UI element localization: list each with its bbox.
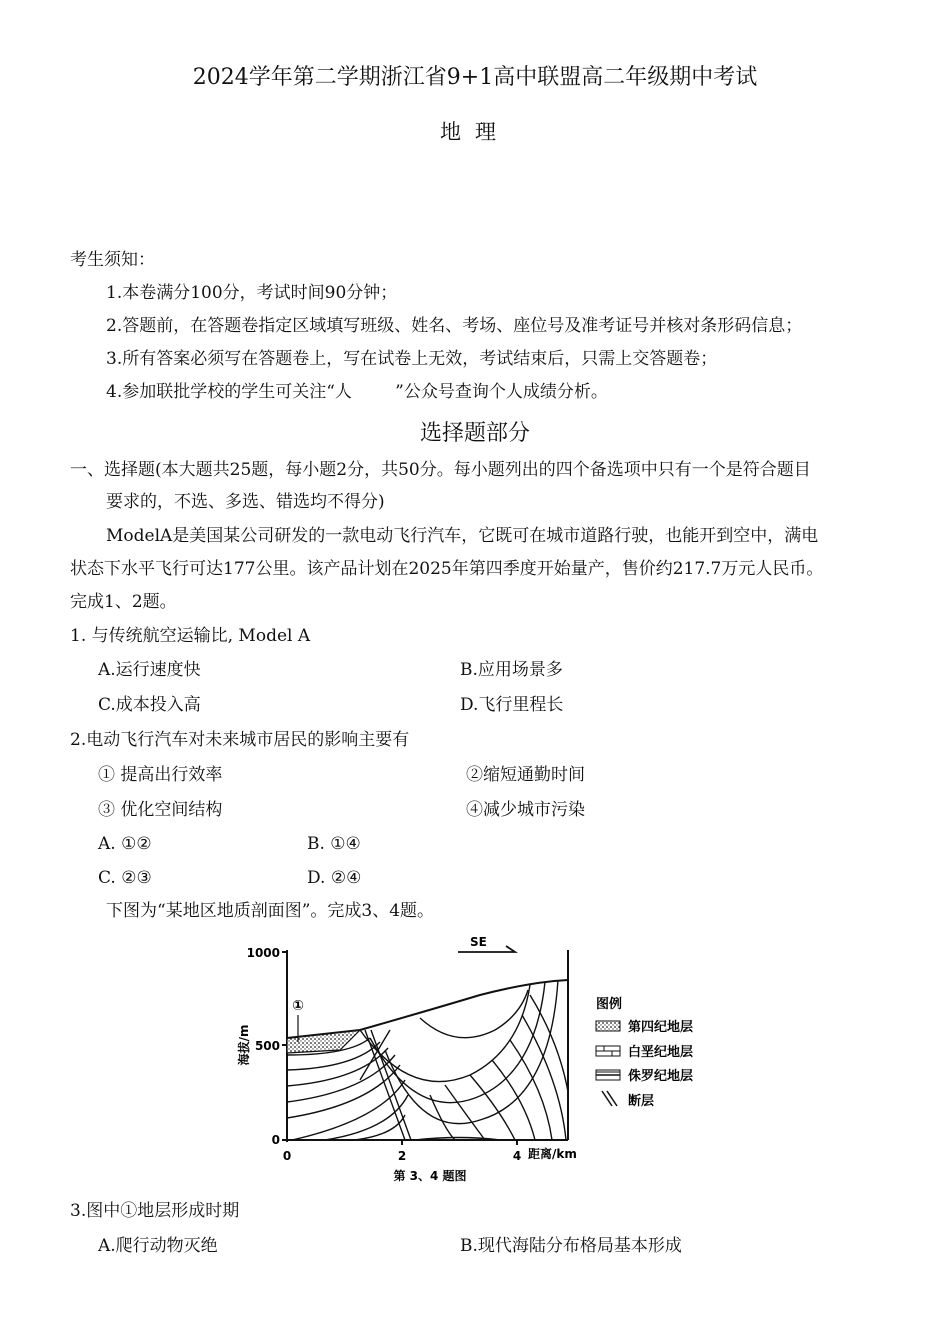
- notice-item-2: 2.答题前，在答题卷指定区域填写班级、姓名、考场、座位号及准考证号并核对条形码信息；: [106, 316, 803, 336]
- q3-stem: 3.图中①地层形成时期: [70, 1201, 240, 1221]
- q2-option-a[interactable]: A. ①②: [98, 834, 152, 854]
- q3-option-b[interactable]: B.现代海陆分布格局基本形成: [460, 1236, 682, 1256]
- y-tick-0: 0: [271, 1133, 280, 1147]
- legend-swatch-cretaceous: [596, 1046, 620, 1056]
- subject-title: 地理: [440, 120, 510, 144]
- passage-line-2: 状态下水平飞行可达177公里。该产品计划在2025年第四季度开始量产，售价约217.7万元人民币。: [70, 559, 824, 579]
- q1-stem: 1. 与传统航空运输比, Model A: [70, 626, 311, 646]
- legend-cretaceous: 白垩纪地层: [628, 1045, 694, 1060]
- x-tick-0: 0: [282, 1149, 292, 1163]
- part1-instruction: 一、选择题(本大题共25题，每小题2分，共50分。每小题列出的四个备选项中只有一个是符合题目: [70, 460, 811, 480]
- legend-title: 图例: [596, 997, 623, 1012]
- y-tick-1000: 1000: [246, 946, 280, 960]
- notice-item-3: 3.所有答案必须写在答题卷上，写在试卷上无效，考试结束后，只需上交答题卷；: [106, 349, 718, 369]
- x-tick-4: 4: [512, 1149, 522, 1163]
- direction-label: SE: [470, 935, 487, 949]
- figure-intro: 下图为“某地区地质剖面图”。完成3、4题。: [106, 901, 435, 921]
- q1-option-c[interactable]: C.成本投入高: [98, 695, 201, 715]
- q2-option-b[interactable]: B. ①④: [307, 834, 361, 854]
- notice-heading: 考生须知：: [70, 250, 155, 270]
- legend-swatch-quaternary: [596, 1021, 620, 1031]
- q2-statement-1: ① 提高出行效率: [98, 765, 223, 785]
- q1-option-a[interactable]: A.运行速度快: [98, 660, 201, 680]
- legend-fault: 断层: [628, 1094, 655, 1109]
- notice-item-1: 1.本卷满分100分，考试时间90分钟；: [106, 283, 398, 303]
- q2-stem: 2.电动飞行汽车对未来城市居民的影响主要有: [70, 730, 410, 750]
- legend-jurassic: 侏罗纪地层: [628, 1069, 694, 1084]
- part1-instruction-cont: 要求的，不选、多选、错选均不得分): [106, 492, 385, 512]
- legend-quaternary: 第四纪地层: [628, 1020, 694, 1035]
- x-tick-2: 2: [397, 1149, 407, 1163]
- q1-option-b[interactable]: B.应用场景多: [460, 660, 563, 680]
- exam-title: 2024学年第二学期浙江省9+1高中联盟高二年级期中考试: [192, 65, 758, 90]
- x-axis-label: 距离/km: [528, 1147, 577, 1161]
- passage-line-3: 完成1、2题。: [70, 592, 177, 612]
- layer-marker: ①: [292, 998, 304, 1014]
- passage-line-1: ModelA是美国某公司研发的一款电动飞行汽车，它既可在城市道路行驶，也能开到空中，满电: [106, 526, 819, 546]
- q3-option-a[interactable]: A.爬行动物灭绝: [98, 1236, 218, 1256]
- q2-option-c[interactable]: C. ②③: [98, 868, 152, 888]
- geologic-section-figure: [230, 930, 730, 1190]
- q2-statement-3: ③ 优化空间结构: [98, 800, 223, 820]
- figure-caption: 第 3、4 题图: [393, 1169, 467, 1183]
- q1-option-d[interactable]: D.飞行里程长: [460, 695, 564, 715]
- q2-statement-2: ②缩短通勤时间: [466, 765, 585, 785]
- y-tick-500: 500: [254, 1039, 280, 1053]
- section-title: 选择题部分: [419, 421, 530, 446]
- notice-item-4: 4.参加联批学校的学生可关注“人 ”公众号查询个人成绩分析。: [106, 382, 608, 402]
- y-axis-label: 海拔/m: [237, 1024, 251, 1066]
- q2-option-d[interactable]: D. ②④: [307, 868, 362, 888]
- q2-statement-4: ④减少城市污染: [466, 800, 585, 820]
- legend-swatch-jurassic: [596, 1070, 620, 1080]
- legend-swatch-fault: [602, 1091, 617, 1106]
